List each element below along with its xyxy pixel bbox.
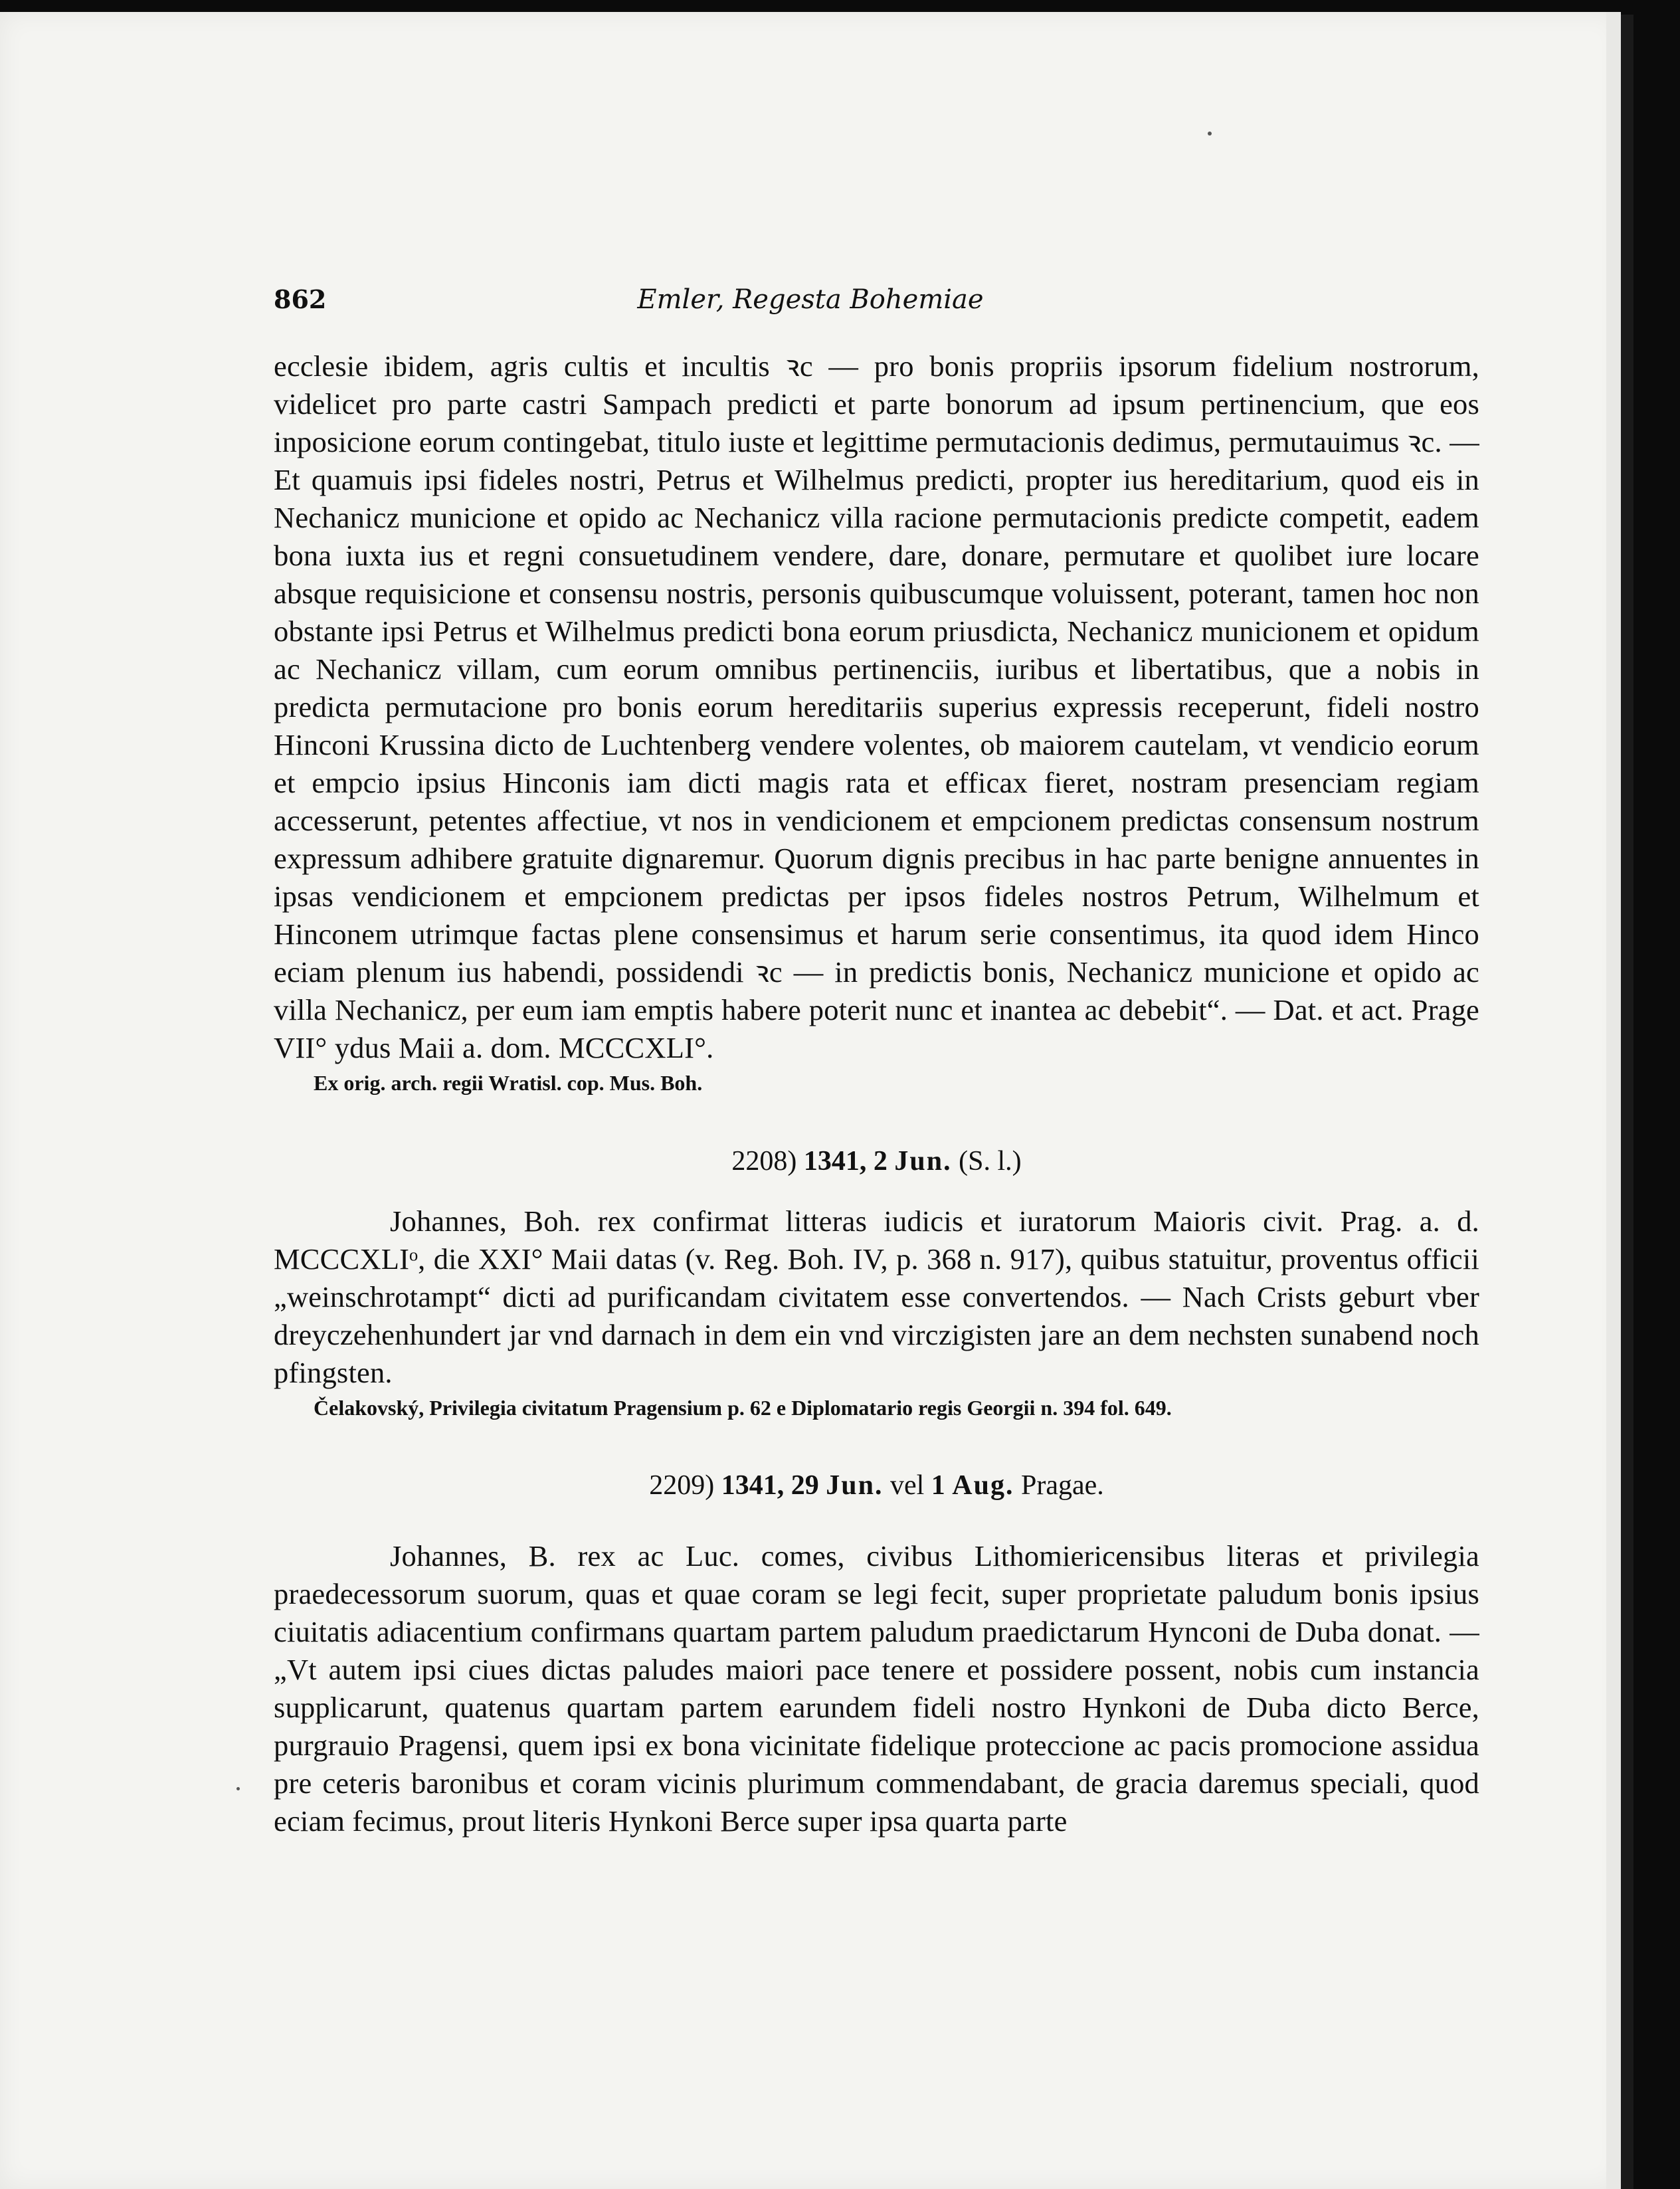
entry-number: 2208)	[731, 1146, 797, 1177]
scan-speck	[236, 1787, 240, 1790]
entry-connector: vel	[889, 1470, 925, 1501]
entry-source: Čelakovský, Privilegia civitatum Pragensium p. 62 e Diplomatario regis Georgii n. 394 fol. 649.	[314, 1396, 1172, 1420]
page-header	[0, 284, 1621, 331]
page-number: 862	[274, 284, 327, 314]
scan-speck	[1208, 132, 1212, 136]
scan-frame-right	[1633, 0, 1680, 2189]
entry-month: Jun.	[894, 1146, 952, 1177]
entry-heading	[274, 1467, 1479, 1504]
entry-day-alt: 1	[931, 1470, 945, 1501]
entry-heading	[274, 1143, 1479, 1180]
continuation-block	[274, 347, 1479, 1097]
book-page	[0, 12, 1621, 2189]
entry-month: Jun.	[826, 1470, 884, 1501]
entry-day: 2	[873, 1146, 887, 1177]
continuation-text: ecclesie ibidem, agris cultis et incultis ꝛc — pro bonis propriis ipsorum fidelium nostrorum, videlicet pro parte castri Sampach predicti et parte bonorum ad ipsum pertinencium, que eos inposicione eorum contingebat, titulo iuste et legittime permutacionis dedimus, permutauimus ꝛc. — Et quamuis ipsi fideles nostri, Petrus et Wilhelmus predicti, propter ius hereditarium, quod eis in Nechanicz municione et opido ac Nechanicz villa racione permutacionis predicte competit, eadem bona iuxta ius et regni consuetudinem vendere, dare, donare, permutare et quolibet iure locare absque requisicione et consensu nostris, personis quibuscumque voluissent, poterant, tamen hoc non obstante ipsi Petrus et Wilhelmus predicti bona eorum priusdicta, Nechanicz municionem et opidum ac Nechanicz villam, cum eorum omnibus pertinenciis, iuribus et libertatibus, que a nobis in predicta permutacione pro bonis eorum hereditariis superius expressis receperunt, fideli nostro Hinconi Krussina dicto de Luchtenberg vendere volentes, ob maiorem cautelam, vt vendicio eorum et empcio ipsius Hinconis iam dicti magis rata et efficax fieret, nostram presenciam regiam accesserunt, petentes affectiue, vt nos in vendicionem et empcionem predictas consensum nostrum expressum adhibere gratuite dignaremur. Quorum dignis precibus in hac parte benigne annuentes in ipsas vendicionem et empcionem predictas per ipsos fideles nostros Petrum, Wilhelmum et Hinconem utrimque factas plene consensimus et harum serie consentimus, ita quod idem Hinco eciam plenum ius habendi, possidendi ꝛc — in predictis bonis, Nechanicz municione et opido ac villa Nechanicz, per eum iam emptis habere poterit nunc et inantea ac debebit“. — Dat. et act. Prage VII° ydus Maii a. dom. MCCCXLI°.	[274, 349, 1479, 1064]
running-title: Emler, Regesta Bohemiae	[637, 284, 984, 315]
entry-number: 2209)	[649, 1470, 715, 1501]
entry-text: Johannes, B. rex ac Luc. comes, civibus Lithomiericensibus literas et privilegia praedecessorum suorum, quas et quae coram se legi fecit, super proprietate paludum bonis ipsius ciuitatis adiacentium confirmans quartam partem paludum praedictarum Hynconi de Duba donat. — „Vt autem ipsi ciues dictas paludes maiori pace tenere et possidere possent, nobis cum instancia supplicarunt, quatenus quartam partem earundem fideli nostro Hynkoni de Duba dicto Berce, purgrauio Pragensi, quem ipsi ex bona vicinitate fidelique proteccione ac pacis promocione assidua pre ceteris baronibus et coram vicinis plurimum commendabant, de gracia daremus speciali, quod eciam fecimus, prout literis Hynkoni Berce super ipsa quarta parte	[274, 1539, 1479, 1838]
entry-year: 1341,	[803, 1146, 867, 1177]
entry-place: (S. l.)	[959, 1146, 1022, 1177]
entry-month-alt: Aug.	[952, 1470, 1014, 1501]
entry-2209	[274, 1467, 1479, 1840]
entry-2208	[274, 1143, 1479, 1422]
entry-year: 1341,	[721, 1470, 785, 1501]
page-edge	[1606, 12, 1621, 2189]
entry-place: Pragae.	[1020, 1470, 1104, 1501]
entry-day: 29	[791, 1470, 819, 1501]
entry-text: Johannes, Boh. rex confirmat litteras iudicis et iuratorum Maioris civit. Prag. a. d. MCCCXLIᵒ, die XXI° Maii datas (v. Reg. Boh. IV, p. 368 n. 917), quibus statuitur, proventus officii „weinschrotampt“ dicti ad purificandam civitatem esse convertendos. — Nach Crists geburt vber dreyczehenhundert jar vnd darnach in dem ein vnd virczigisten jare an dem nechsten sunabend noch pfingsten.	[274, 1204, 1479, 1389]
continuation-source: Ex orig. arch. regii Wratisl. cop. Mus. Boh.	[314, 1071, 703, 1095]
